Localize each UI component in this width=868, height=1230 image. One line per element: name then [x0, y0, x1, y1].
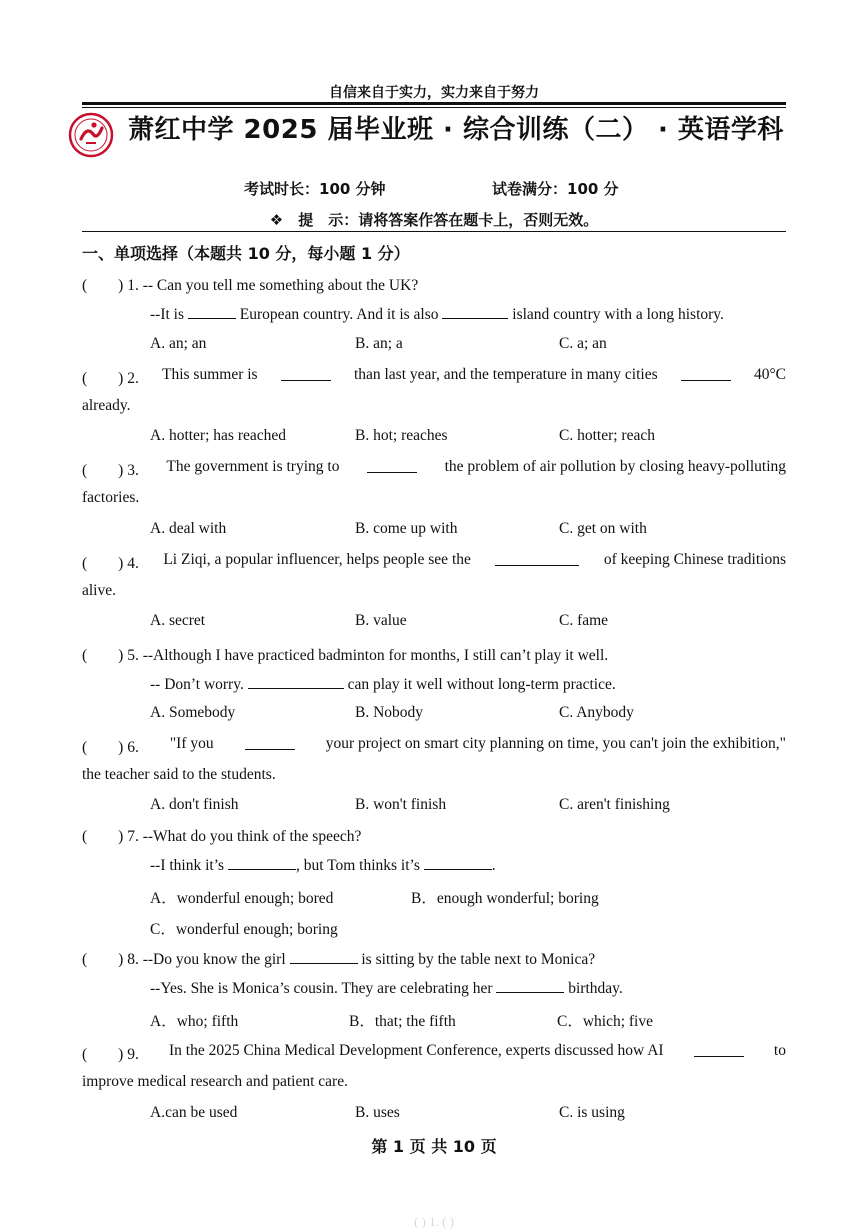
- option-b: B. uses: [355, 1104, 400, 1121]
- answer-blank: [694, 1042, 744, 1057]
- option-c: C. fame: [559, 612, 609, 629]
- question-8-line-2: --Yes. She is Monica’s cousin. They are celebrating her birthday.: [150, 980, 623, 997]
- question-5-line-2: -- Don’t worry. can play it well without long-term practice.: [150, 676, 616, 693]
- option-a: A. deal with: [150, 520, 227, 537]
- question-6-continued: the teacher said to the students.: [82, 766, 276, 783]
- answer-blank: [442, 304, 508, 319]
- question-4-continued: alive.: [82, 582, 116, 599]
- bleed-through-text: ( ) 1. ( ): [413, 1214, 455, 1229]
- option-a: A. an; an: [150, 335, 207, 352]
- header-rule-thick: [82, 102, 786, 105]
- motto: 自信来自于实力，实力来自于努力: [329, 85, 539, 101]
- question-6: ( ) 6. "If you your project on smart city planning on time, you can't join the exhibition,": [82, 735, 786, 756]
- option-a: A. Somebody: [150, 704, 236, 721]
- answer-tip: ❖ 提 示：请将答案作答在题卡上，否则无效。: [269, 211, 599, 229]
- option-a: A. hotter; has reached: [150, 427, 286, 444]
- section-rule: [82, 231, 786, 232]
- page-number: 第 1 页 共 10 页: [371, 1137, 497, 1156]
- answer-blank: [245, 735, 295, 750]
- school-logo-icon: [68, 112, 114, 158]
- question-8: ( ) 8. --Do you know the girl is sitting by the table next to Monica?: [82, 951, 596, 968]
- question-2: ( ) 2. This summer is than last year, and the temperature in many cities 40°C: [82, 366, 786, 387]
- question-3-continued: factories.: [82, 489, 140, 506]
- answer-blank: [188, 304, 236, 319]
- answer-blank: [495, 551, 579, 566]
- answer-blank: [248, 674, 344, 689]
- question-4: ( ) 4. Li Ziqi, a popular influencer, helps people see the of keeping Chinese traditions: [82, 551, 786, 572]
- option-a: A．wonderful enough; bored: [150, 890, 334, 907]
- option-c: C. aren't finishing: [559, 796, 670, 813]
- section-title: 一、单项选择（本题共 10 分，每小题 1 分）: [82, 244, 410, 263]
- option-c: C. Anybody: [559, 704, 634, 721]
- option-a: A.can be used: [150, 1104, 238, 1121]
- question-2-continued: already.: [82, 397, 131, 414]
- page-title: 萧红中学 2025 届毕业班 · 综合训练（二） · 英语学科: [128, 115, 784, 145]
- option-b: B. Nobody: [355, 704, 424, 721]
- option-c: C．which; five: [557, 1013, 653, 1030]
- question-9: ( ) 9. In the 2025 China Medical Development Conference, experts discussed how AI to: [82, 1042, 786, 1063]
- option-c: C. hotter; reach: [559, 427, 655, 444]
- full-score: 试卷满分：100 分: [492, 180, 619, 198]
- option-b: B. value: [355, 612, 407, 629]
- option-c: C. get on with: [559, 520, 647, 537]
- question-7-line-2: --I think it’s , but Tom thinks it’s .: [150, 857, 496, 874]
- question-9-continued: improve medical research and patient care.: [82, 1073, 348, 1090]
- question-5: ( ) 5. --Although I have practiced badminton for months, I still can’t play it well.: [82, 647, 609, 664]
- answer-blank: [367, 458, 417, 473]
- question-1: ( ) 1. -- Can you tell me something about the UK?: [82, 277, 419, 294]
- option-a: A. don't finish: [150, 796, 239, 813]
- option-b: B. an; a: [355, 335, 403, 352]
- question-3: ( ) 3. The government is trying to the problem of air pollution by closing heavy-polluting: [82, 458, 786, 479]
- option-a: A．who; fifth: [150, 1013, 239, 1030]
- answer-blank: [681, 366, 731, 381]
- answer-blank: [228, 855, 296, 870]
- question-1-line-2: --It is European country. And it is also island country with a long history.: [150, 306, 724, 323]
- option-c: C. a; an: [559, 335, 607, 352]
- option-b: B．that; the fifth: [349, 1013, 456, 1030]
- answer-blank: [290, 949, 358, 964]
- option-b: B. won't finish: [355, 796, 447, 813]
- option-b: B．enough wonderful; boring: [411, 890, 599, 907]
- answer-blank: [496, 978, 564, 993]
- header-rule-thin: [82, 107, 786, 108]
- option-c: C. is using: [559, 1104, 625, 1121]
- option-b: B. come up with: [355, 520, 458, 537]
- option-a: A. secret: [150, 612, 206, 629]
- answer-blank: [281, 366, 331, 381]
- answer-blank: [424, 855, 492, 870]
- exam-duration: 考试时长：100 分钟: [244, 180, 386, 198]
- option-b: B. hot; reaches: [355, 427, 448, 444]
- question-7: ( ) 7. --What do you think of the speech?: [82, 828, 362, 845]
- option-c: C．wonderful enough; boring: [150, 921, 338, 938]
